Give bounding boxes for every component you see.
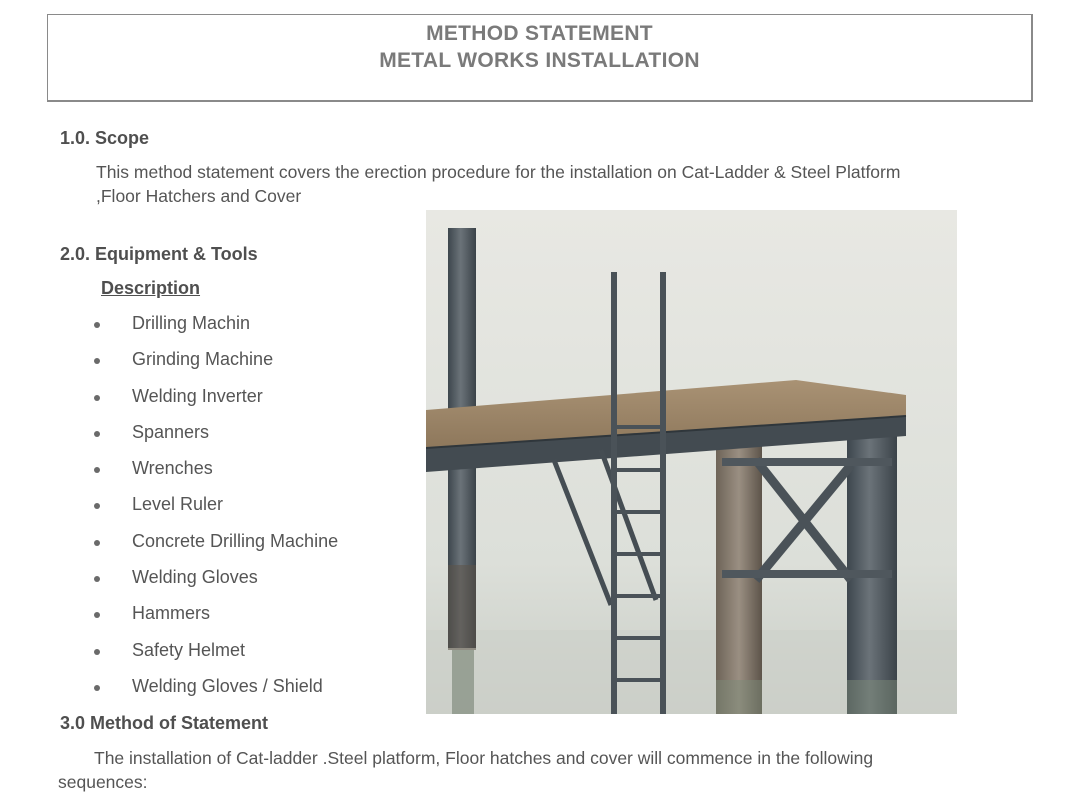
title-box — [47, 14, 1033, 102]
tool-label: Welding Gloves / Shield — [132, 675, 323, 696]
scope-heading: 1.0. Scope — [60, 128, 150, 148]
bullet-icon — [94, 649, 100, 655]
steel-ladder-platform-photo — [426, 210, 957, 714]
bullet-icon — [94, 358, 100, 364]
tool-label: Hammers — [132, 603, 211, 624]
tool-label: Wrenches — [132, 458, 213, 479]
bullet-icon — [94, 503, 100, 509]
scope-paragraph-line2: ,Floor Hatchers and Cover — [96, 186, 302, 206]
bullet-icon — [94, 322, 100, 328]
description-label: Description — [101, 278, 201, 298]
equipment-heading: 2.0. Equipment & Tools — [60, 244, 258, 264]
tool-label: Drilling Machin — [132, 313, 251, 333]
bullet-icon — [94, 685, 100, 691]
tool-label: Welding Gloves — [132, 567, 258, 588]
method-heading: 3.0 Method of Statement — [60, 713, 269, 733]
bullet-icon — [94, 540, 100, 546]
tool-label: Safety Helmet — [132, 639, 246, 660]
tool-label: Welding Inverter — [132, 385, 263, 406]
scope-paragraph-line1: This method statement covers the erection procedure for the installation on Cat-Ladder & Steel Platform — [96, 162, 901, 182]
bullet-icon — [94, 576, 100, 582]
bullet-icon — [94, 612, 100, 618]
document-title: METHOD STATEMENT — [426, 22, 653, 45]
method-paragraph-line1: The installation of Cat-ladder .Steel platform, Floor hatches and cover will commence in the following — [94, 748, 874, 768]
document-subtitle: METAL WORKS INSTALLATION — [379, 49, 700, 72]
tool-label: Concrete Drilling Machine — [132, 530, 339, 551]
bullet-icon — [94, 395, 100, 401]
tool-label: Spanners — [132, 421, 210, 442]
method-paragraph-line2: sequences: — [58, 772, 148, 792]
tool-label: Grinding Machine — [132, 349, 274, 370]
bullet-icon — [94, 431, 100, 437]
bullet-icon — [94, 467, 100, 473]
tool-label: Level Ruler — [132, 494, 224, 515]
